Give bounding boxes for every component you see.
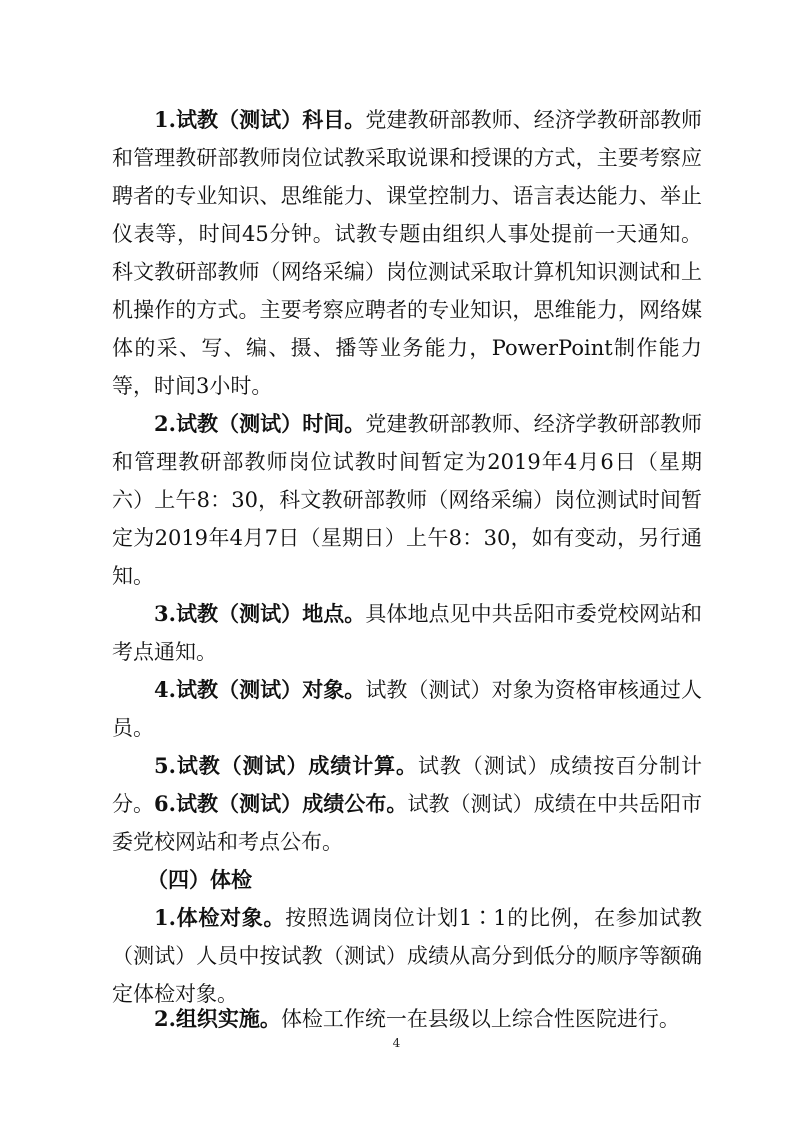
paragraph-heading: 6.试教（测试）成绩公布。: [154, 791, 408, 816]
paragraph-heading: 4.试教（测试）对象。: [154, 677, 366, 702]
paragraph-heading: 3.试教（测试）地点。: [154, 601, 366, 626]
paragraph-body: 党建教研部教师、经济学教研部教师和管理教研部教师岗位试教时间暂定为2019年4月6日（星期六）上午8：30，科文教研部教师（网络采编）岗位测试时间暂定为2019年4月7日（星期日）上午8：30，如有变动，另行通知。: [112, 412, 702, 588]
paragraph-body: 试教（测试）对象为资格审核通过人员。: [112, 678, 702, 740]
paragraph-heading: 2.试教（测试）时间。: [154, 411, 366, 436]
paragraph-heading: 2.组织实施。: [154, 1006, 281, 1031]
paragraph-body: 按照选调岗位计划1∶1的比例，在参加试教（测试）人员中按试教（测试）成绩从高分到低分的顺序等额确定体检对象。: [112, 906, 702, 1006]
paragraph-body: 试教（测试）成绩按百分制计分。: [112, 754, 703, 816]
paragraph-body: 试教（测试）成绩在中共岳阳市委党校网站和考点公布。: [112, 792, 703, 854]
page-number: 4: [392, 1036, 401, 1050]
paragraph-heading: 1.体检对象。: [154, 905, 286, 930]
paragraph-subject: [112, 101, 702, 405]
paragraph-body: 体检工作统一在县级以上综合性医院进行。: [280, 1007, 680, 1031]
paragraph-exam-candidates: [112, 899, 702, 1013]
paragraph-heading: 5.试教（测试）成绩计算。: [154, 753, 418, 778]
paragraph-location: [112, 595, 702, 671]
section-title: （四）体检: [147, 867, 252, 892]
paragraph-body: 具体地点见中共岳阳市委党校网站和考点通知。: [112, 602, 702, 664]
paragraph-time: [112, 405, 702, 595]
paragraph-publication: [112, 785, 702, 861]
paragraph-body: 党建教研部教师、经济学教研部教师和管理教研部教师岗位试教采取说课和授课的方式，主要考察应聘者的专业知识、思维能力、课堂控制力、语言表达能力、举止仪表等，时间45分钟。试教专题由组织人事处提前一天通知。科文教研部教师（网络采编）岗位测试采取计算机知识测试和上机操作的方式。主要考察应聘者的专业知识，思维能力，网络媒体的采、写、编、摄、播等业务能力，PowerPoint制作能力等，时间3小时。: [112, 108, 702, 398]
paragraph-heading: 1.试教（测试）科目。: [154, 107, 366, 132]
paragraph-organization: [112, 1000, 702, 1038]
paragraph-candidates: [112, 671, 702, 747]
